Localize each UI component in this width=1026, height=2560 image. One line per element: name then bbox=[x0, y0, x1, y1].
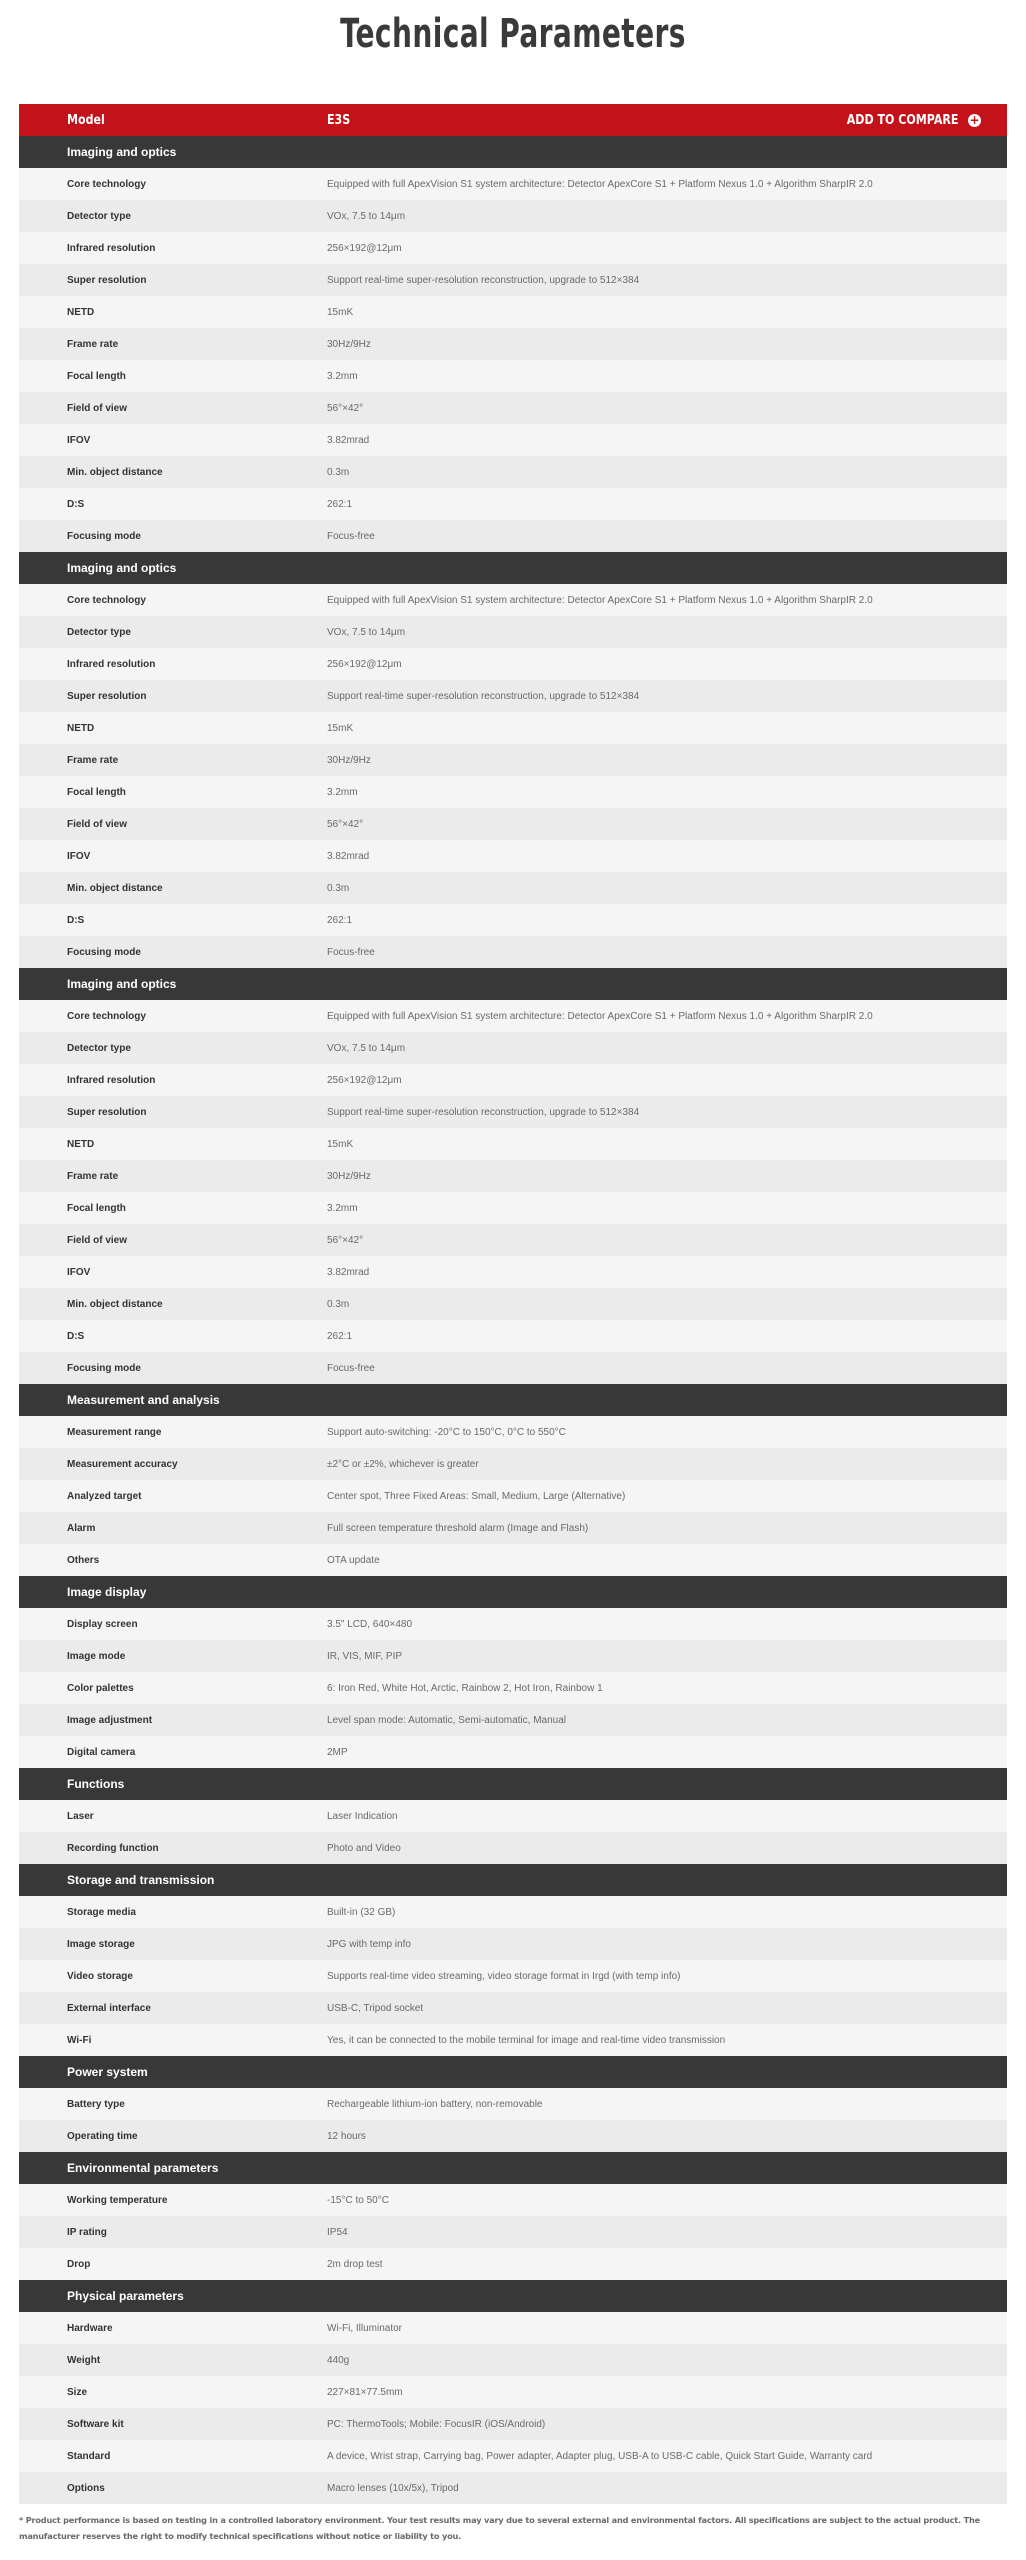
spec-label: Measurement range bbox=[67, 1426, 162, 1438]
spec-value: -15°C to 50°C bbox=[327, 2194, 389, 2206]
spec-label: Image storage bbox=[67, 1938, 135, 1950]
spec-label: IFOV bbox=[67, 1266, 91, 1278]
spec-label: Image mode bbox=[67, 1650, 126, 1662]
spec-row bbox=[19, 808, 1007, 840]
spec-value: Built-in (32 GB) bbox=[327, 1906, 396, 1918]
spec-label: Super resolution bbox=[67, 274, 147, 286]
spec-label: NETD bbox=[67, 1138, 95, 1150]
spec-row bbox=[19, 1000, 1007, 1032]
spec-row bbox=[19, 1320, 1007, 1352]
spec-label: Core technology bbox=[67, 1010, 146, 1022]
spec-label: Analyzed target bbox=[67, 1490, 142, 1502]
spec-value: 6: Iron Red, White Hot, Arctic, Rainbow 2, Hot Iron, Rainbow 1 bbox=[327, 1682, 603, 1694]
spec-label: Focal length bbox=[67, 786, 126, 798]
spec-label: Min. object distance bbox=[67, 1298, 163, 1310]
spec-label: Drop bbox=[67, 2258, 91, 2270]
spec-value: 30Hz/9Hz bbox=[327, 338, 371, 350]
spec-label: Battery type bbox=[67, 2098, 125, 2110]
spec-value: 56°×42° bbox=[327, 402, 364, 414]
spec-row bbox=[19, 2184, 1007, 2216]
add-to-compare-button[interactable] bbox=[827, 113, 981, 128]
spec-label: Min. object distance bbox=[67, 882, 163, 894]
spec-label: Frame rate bbox=[67, 338, 119, 350]
spec-value: VOx, 7.5 to 14μm bbox=[327, 210, 406, 222]
spec-label: Wi-Fi bbox=[67, 2034, 92, 2046]
spec-value: Macro lenses (10x/5x), Tripod bbox=[327, 2482, 459, 2494]
spec-row bbox=[19, 1736, 1007, 1768]
spec-label: Super resolution bbox=[67, 690, 147, 702]
spec-row bbox=[19, 424, 1007, 456]
spec-row bbox=[19, 2344, 1007, 2376]
spec-row bbox=[19, 584, 1007, 616]
spec-row bbox=[19, 904, 1007, 936]
spec-value: Support auto-switching: -20°C to 150°C, 0°C to 550°C bbox=[327, 1426, 566, 1438]
spec-row bbox=[19, 2248, 1007, 2280]
spec-row bbox=[19, 1704, 1007, 1736]
spec-value: Center spot, Three Fixed Areas: Small, Medium, Large (Alternative) bbox=[327, 1490, 626, 1502]
spec-row bbox=[19, 744, 1007, 776]
spec-value: 3.2mm bbox=[327, 1202, 358, 1214]
spec-value: Level span mode: Automatic, Semi-automatic, Manual bbox=[327, 1714, 567, 1726]
spec-label: Infrared resolution bbox=[67, 242, 156, 254]
spec-row bbox=[19, 776, 1007, 808]
spec-value: IP54 bbox=[327, 2226, 348, 2238]
spec-row bbox=[19, 2088, 1007, 2120]
spec-label: Recording function bbox=[67, 1842, 159, 1854]
spec-label: Field of view bbox=[67, 402, 128, 414]
spec-row bbox=[19, 2024, 1007, 2056]
spec-label: D:S bbox=[67, 1330, 85, 1342]
spec-value: 3.82mrad bbox=[327, 434, 370, 446]
spec-value: Support real-time super-resolution reconstruction, upgrade to 512×384 bbox=[327, 274, 640, 286]
spec-value: 3.5" LCD, 640×480 bbox=[327, 1618, 412, 1630]
spec-row bbox=[19, 1448, 1007, 1480]
spec-value: 3.2mm bbox=[327, 786, 358, 798]
model-bar bbox=[19, 104, 1007, 136]
spec-row bbox=[19, 1256, 1007, 1288]
spec-row bbox=[19, 1608, 1007, 1640]
add-to-compare-label: ADD TO COMPARE bbox=[846, 112, 958, 128]
spec-row bbox=[19, 2472, 1007, 2504]
spec-value: Equipped with full ApexVision S1 system architecture: Detector ApexCore S1 + Platform Nexus 1.0 + Algorithm SharpIR 2.0 bbox=[327, 594, 873, 606]
spec-label: Options bbox=[67, 2482, 105, 2494]
spec-value: 256×192@12μm bbox=[327, 242, 402, 254]
spec-value: Supports real-time video streaming, video storage format in Irgd (with temp info) bbox=[327, 1970, 681, 1982]
spec-label: D:S bbox=[67, 914, 85, 926]
spec-row bbox=[19, 1896, 1007, 1928]
spec-label: IFOV bbox=[67, 850, 91, 862]
spec-value: VOx, 7.5 to 14μm bbox=[327, 626, 406, 638]
spec-value: 0.3m bbox=[327, 1298, 350, 1310]
spec-label: NETD bbox=[67, 306, 95, 318]
spec-label: Image adjustment bbox=[67, 1714, 153, 1726]
spec-value: Support real-time super-resolution reconstruction, upgrade to 512×384 bbox=[327, 690, 640, 702]
spec-value: IR, VIS, MIF, PIP bbox=[327, 1650, 403, 1662]
spec-value: 0.3m bbox=[327, 466, 350, 478]
spec-value: 2m drop test bbox=[327, 2258, 383, 2270]
spec-row bbox=[19, 1672, 1007, 1704]
spec-label: Min. object distance bbox=[67, 466, 163, 478]
spec-value: 30Hz/9Hz bbox=[327, 754, 371, 766]
spec-row bbox=[19, 1160, 1007, 1192]
spec-label: Detector type bbox=[67, 1042, 131, 1054]
spec-label: Software kit bbox=[67, 2418, 124, 2430]
spec-value: Equipped with full ApexVision S1 system architecture: Detector ApexCore S1 + Platform Nexus 1.0 + Algorithm SharpIR 2.0 bbox=[327, 178, 873, 190]
spec-row bbox=[19, 680, 1007, 712]
spec-row bbox=[19, 168, 1007, 200]
spec-row bbox=[19, 1928, 1007, 1960]
spec-value: 3.82mrad bbox=[327, 850, 370, 862]
spec-value: Focus-free bbox=[327, 946, 375, 958]
spec-row bbox=[19, 2216, 1007, 2248]
spec-row bbox=[19, 1064, 1007, 1096]
spec-row bbox=[19, 648, 1007, 680]
spec-value: 262:1 bbox=[327, 1330, 353, 1342]
spec-label: Focusing mode bbox=[67, 530, 141, 542]
spec-label: Detector type bbox=[67, 210, 131, 222]
spec-label: Infrared resolution bbox=[67, 1074, 156, 1086]
spec-row bbox=[19, 1192, 1007, 1224]
spec-label: IFOV bbox=[67, 434, 91, 446]
section-header: Imaging and optics bbox=[19, 552, 1007, 584]
spec-value: Equipped with full ApexVision S1 system architecture: Detector ApexCore S1 + Platform Nexus 1.0 + Algorithm SharpIR 2.0 bbox=[327, 1010, 873, 1022]
spec-value: A device, Wrist strap, Carrying bag, Power adapter, Adapter plug, USB-A to USB-C cable, Quick Start Guide, Warranty card bbox=[327, 2450, 873, 2462]
spec-row bbox=[19, 1832, 1007, 1864]
spec-row bbox=[19, 1800, 1007, 1832]
spec-row bbox=[19, 264, 1007, 296]
spec-row bbox=[19, 456, 1007, 488]
spec-label: Field of view bbox=[67, 818, 128, 830]
spec-row bbox=[19, 392, 1007, 424]
spec-row bbox=[19, 200, 1007, 232]
spec-label: Weight bbox=[67, 2354, 101, 2366]
model-value: E3S bbox=[327, 112, 351, 128]
section-header: Functions bbox=[19, 1768, 1007, 1800]
spec-label: Hardware bbox=[67, 2322, 113, 2334]
spec-row bbox=[19, 1992, 1007, 2024]
spec-value: 56°×42° bbox=[327, 818, 364, 830]
spec-row bbox=[19, 840, 1007, 872]
spec-row bbox=[19, 360, 1007, 392]
spec-label: Digital camera bbox=[67, 1746, 136, 1758]
spec-value: 262:1 bbox=[327, 498, 353, 510]
spec-value: Full screen temperature threshold alarm (Image and Flash) bbox=[327, 1522, 589, 1534]
spec-sections bbox=[19, 136, 1007, 2504]
spec-row bbox=[19, 1960, 1007, 1992]
spec-label: NETD bbox=[67, 722, 95, 734]
spec-label: Infrared resolution bbox=[67, 658, 156, 670]
spec-row bbox=[19, 520, 1007, 552]
spec-row bbox=[19, 2376, 1007, 2408]
spec-row bbox=[19, 2312, 1007, 2344]
spec-row bbox=[19, 1480, 1007, 1512]
section-header: Image display bbox=[19, 1576, 1007, 1608]
spec-value: PC: ThermoTools; Mobile: FocusIR (iOS/Android) bbox=[327, 2418, 546, 2430]
spec-label: IP rating bbox=[67, 2226, 107, 2238]
spec-row bbox=[19, 232, 1007, 264]
spec-value: Yes, it can be connected to the mobile terminal for image and real-time video transmission bbox=[327, 2034, 726, 2046]
section-header: Physical parameters bbox=[19, 2280, 1007, 2312]
spec-label: Standard bbox=[67, 2450, 111, 2462]
spec-row bbox=[19, 1224, 1007, 1256]
spec-label: Core technology bbox=[67, 178, 146, 190]
spec-row bbox=[19, 1128, 1007, 1160]
spec-row bbox=[19, 2408, 1007, 2440]
spec-row bbox=[19, 1512, 1007, 1544]
spec-label: Alarm bbox=[67, 1522, 96, 1534]
spec-value: ±2°C or ±2%, whichever is greater bbox=[327, 1458, 479, 1470]
spec-value: 12 hours bbox=[327, 2130, 366, 2142]
spec-label: Focal length bbox=[67, 370, 126, 382]
spec-value: 15mK bbox=[327, 722, 354, 734]
spec-value: VOx, 7.5 to 14μm bbox=[327, 1042, 406, 1054]
plus-circle-icon: + bbox=[969, 112, 980, 127]
spec-value: USB-C, Tripod socket bbox=[327, 2002, 424, 2014]
spec-row bbox=[19, 1544, 1007, 1576]
spec-value: 227×81×77.5mm bbox=[327, 2386, 403, 2398]
spec-label: Display screen bbox=[67, 1618, 138, 1630]
section-header: Storage and transmission bbox=[19, 1864, 1007, 1896]
spec-value: 3.2mm bbox=[327, 370, 358, 382]
spec-row bbox=[19, 1352, 1007, 1384]
spec-label: Focusing mode bbox=[67, 1362, 141, 1374]
spec-row bbox=[19, 2120, 1007, 2152]
spec-row bbox=[19, 936, 1007, 968]
section-header: Imaging and optics bbox=[19, 136, 1007, 168]
spec-label: Laser bbox=[67, 1810, 94, 1822]
spec-row bbox=[19, 296, 1007, 328]
spec-value: Rechargeable lithium-ion battery, non-removable bbox=[327, 2098, 543, 2110]
spec-value: Photo and Video bbox=[327, 1842, 401, 1854]
spec-label: Color palettes bbox=[67, 1682, 134, 1694]
spec-row bbox=[19, 1032, 1007, 1064]
spec-value: Wi-Fi, Illuminator bbox=[327, 2322, 403, 2334]
model-label: Model bbox=[67, 112, 105, 128]
spec-label: Detector type bbox=[67, 626, 131, 638]
spec-label: External interface bbox=[67, 2002, 151, 2014]
spec-value: 2MP bbox=[327, 1746, 348, 1758]
spec-label: Video storage bbox=[67, 1970, 133, 1982]
spec-row bbox=[19, 1288, 1007, 1320]
spec-row bbox=[19, 2440, 1007, 2472]
spec-label: Frame rate bbox=[67, 754, 119, 766]
spec-label: Size bbox=[67, 2386, 88, 2398]
spec-row bbox=[19, 328, 1007, 360]
spec-label: Others bbox=[67, 1554, 100, 1566]
spec-label: Super resolution bbox=[67, 1106, 147, 1118]
spec-row bbox=[19, 712, 1007, 744]
footnote: * Product performance is based on testing in a controlled laboratory environment. Your test results may vary due to several external and environmental factors. All specifications are subject to the actual product. The manufacturer reserves the right to modify technical specifications without notice or liability to you. bbox=[19, 2515, 980, 2541]
spec-label: Working temperature bbox=[67, 2194, 168, 2206]
section-header: Measurement and analysis bbox=[19, 1384, 1007, 1416]
spec-value: Focus-free bbox=[327, 1362, 375, 1374]
spec-value: 3.82mrad bbox=[327, 1266, 370, 1278]
page-title: Technical Parameters bbox=[340, 11, 686, 57]
spec-value: 56°×42° bbox=[327, 1234, 364, 1246]
spec-value: OTA update bbox=[327, 1554, 380, 1566]
spec-label: Field of view bbox=[67, 1234, 128, 1246]
spec-value: 30Hz/9Hz bbox=[327, 1170, 371, 1182]
spec-row bbox=[19, 1640, 1007, 1672]
spec-value: Support real-time super-resolution reconstruction, upgrade to 512×384 bbox=[327, 1106, 640, 1118]
spec-label: Focal length bbox=[67, 1202, 126, 1214]
spec-table bbox=[19, 104, 1007, 2504]
spec-value: 256×192@12μm bbox=[327, 658, 402, 670]
section-header: Imaging and optics bbox=[19, 968, 1007, 1000]
spec-row bbox=[19, 1096, 1007, 1128]
spec-row bbox=[19, 1416, 1007, 1448]
spec-row bbox=[19, 616, 1007, 648]
spec-value: 15mK bbox=[327, 1138, 354, 1150]
spec-value: 262:1 bbox=[327, 914, 353, 926]
spec-row bbox=[19, 872, 1007, 904]
spec-value: 440g bbox=[327, 2354, 350, 2366]
spec-label: Operating time bbox=[67, 2130, 138, 2142]
spec-label: Focusing mode bbox=[67, 946, 141, 958]
section-header: Power system bbox=[19, 2056, 1007, 2088]
spec-row bbox=[19, 488, 1007, 520]
spec-value: Laser Indication bbox=[327, 1810, 398, 1822]
spec-value: 15mK bbox=[327, 306, 354, 318]
spec-label: D:S bbox=[67, 498, 85, 510]
spec-label: Storage media bbox=[67, 1906, 136, 1918]
section-header: Environmental parameters bbox=[19, 2152, 1007, 2184]
spec-value: 0.3m bbox=[327, 882, 350, 894]
spec-value: Focus-free bbox=[327, 530, 375, 542]
spec-label: Frame rate bbox=[67, 1170, 119, 1182]
spec-value: JPG with temp info bbox=[327, 1938, 411, 1950]
spec-label: Measurement accuracy bbox=[67, 1458, 178, 1470]
spec-value: 256×192@12μm bbox=[327, 1074, 402, 1086]
spec-label: Core technology bbox=[67, 594, 146, 606]
